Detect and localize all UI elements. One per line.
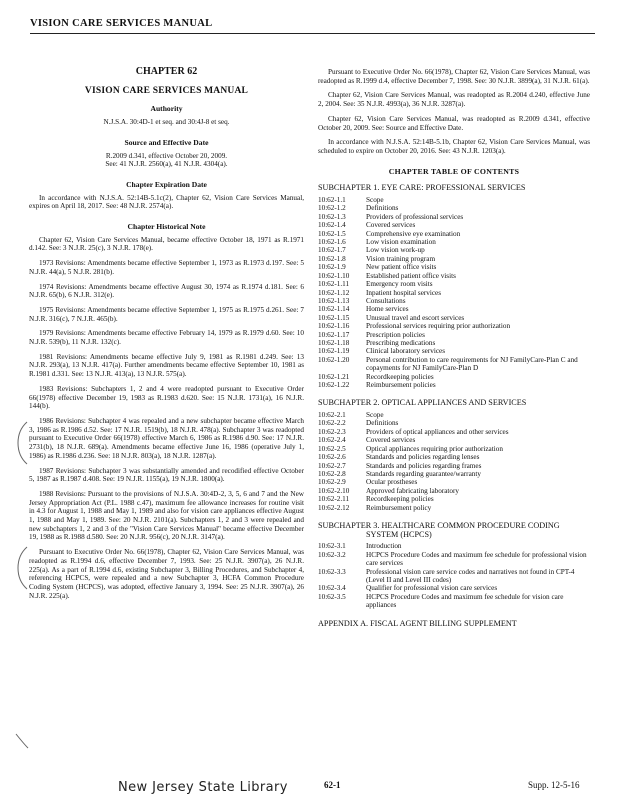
section-number: 10:62-1.10 (318, 271, 350, 280)
toc-entry (318, 314, 590, 322)
section-title: Established patient office visits (366, 271, 456, 280)
toc-entry (318, 381, 590, 389)
toc-entry (318, 419, 590, 427)
section-number: 10:62-3.3 (318, 567, 346, 576)
subchapter-2-heading: SUBCHAPTER 2. OPTICAL APPLIANCES AND SERVICES (318, 398, 527, 408)
section-title: Reimbursement policies (366, 380, 436, 389)
toc-entry (318, 289, 590, 297)
page-number: 62-1 (324, 780, 341, 790)
section-number: 10:62-2.2 (318, 419, 346, 428)
section-number: 10:62-2.5 (318, 444, 346, 453)
section-number: 10:62-2.1 (318, 411, 346, 420)
supplement-date: Supp. 12-5-16 (528, 780, 580, 790)
section-number: 10:62-1.6 (318, 238, 346, 247)
toc-entry (318, 593, 590, 610)
section-number: 10:62-1.2 (318, 204, 346, 213)
toc-entry (318, 305, 590, 313)
section-title: Recordkeeping policies (366, 372, 434, 381)
section-title: Covered services (366, 436, 416, 445)
section-number: 10:62-3.4 (318, 584, 346, 593)
paragraph: 1979 Revisions: Amendments became effective February 14, 1979 as R.1979 d.60. See: 10 N.J.R. 539(b), 11 N.J.R. 132(c). (29, 329, 304, 347)
toc-entry (318, 436, 590, 444)
section-title: Providers of optical appliances and other services (366, 427, 509, 436)
section-title: Qualifier for professional vision care services (366, 584, 498, 593)
section-number: 10:62-2.4 (318, 436, 346, 445)
margin-bracket-mark (14, 420, 30, 466)
section-title: Providers of professional services (366, 212, 464, 221)
toc-entry (318, 272, 590, 280)
toc-entry (318, 478, 590, 486)
section-number: 10:62-2.12 (318, 503, 350, 512)
toc-entry (318, 255, 590, 263)
toc-entry (318, 487, 590, 495)
toc-entry (318, 246, 590, 254)
paragraph: 1988 Revisions: Pursuant to the provisions of N.J.S.A. 30:4D-2, 3, 5, 6 and 7 and the New Jersey Appropriation Act (P.L. 1988 c.47), maximum fee allowance increases for routine visit in 4.3 for August 1, 1988 and May 1, 1989 and also for vision care appliances effective August 1, 1988 and May 1, 1989. See: 20 N.J.R. 2101(a). Subchapters 1, 2 and 3 were repealed and new subchapters 1, 2 and 3 of the "Vision Care Services Manual" became effective December 19, 1988 as R.1988 d.580. See: 20 N.J.R. 956(c), 20 N.J.R. 3147(a). (29, 489, 304, 542)
section-title: Unusual travel and escort services (366, 313, 465, 322)
section-number: 10:62-2.7 (318, 461, 346, 470)
section-title: Home services (366, 305, 409, 314)
toc-entry (318, 411, 590, 419)
paragraph: Pursuant to Executive Order No. 66(1978), Chapter 62, Vision Care Services Manual, was readopted as R.1999 d.4, effective December 7, 1998. See: 30 N.J.R. 3899(a), 31 N.J.R. 61(a). (318, 68, 590, 85)
historical-heading: Chapter Historical Note (127, 222, 206, 232)
toc-entry (318, 445, 590, 453)
section-number: 10:62-1.3 (318, 212, 346, 221)
paragraph: Pursuant to Executive Order No. 66(1978), Chapter 62, Vision Care Services Manual, was readopted as R.1994 d.6, effective December 7, 1993. See: 25 N.J.R. 3907(a), 26 N.J.R. 225(a). As a part of R.1994 d.6, existing Subchapter 3, Billing Procedures, and Subchapter 4, referencing HCPCS, were repealed and a new Subchapter 3, HCFA Common Procedure Coding System (HCPCS), was adopted, effective January 3, 1994. See: 25 N.J.R. 3907(a), 26 N.J.R. 225(a). (29, 548, 304, 600)
section-number: 10:62-1.7 (318, 246, 346, 255)
section-title: Professional services requiring prior authorization (366, 322, 511, 331)
section-number: 10:62-1.1 (318, 196, 346, 205)
paragraph: Chapter 62, Vision Care Services Manual, became effective October 18, 1971 as R.1971 d.142. See: 3 N.J.R. 25(c), 3 N.J.R. 178(e). (29, 235, 304, 253)
expiration-text: In accordance with N.J.S.A. 52:14B-5.1c(2), Chapter 62, Vision Care Services Manual, expires on April 18, 2017. See: 48 N.J.R. 2574(a). (29, 193, 304, 211)
section-title: Standards and policies regarding lenses (366, 453, 480, 462)
chapter-title: VISION CARE SERVICES MANUAL (84, 85, 249, 96)
toc-entry (318, 347, 590, 355)
section-title: Definitions (366, 204, 399, 213)
paragraph: 1983 Revisions: Subchapters 1, 2 and 4 were readopted pursuant to Executive Order 66(1978) effective December 19, 1983 as R.1983 d.620. See: 15 N.J.R. 1731(a), 16 N.J.R. 144(b). (29, 384, 304, 411)
section-title: Personal contribution to care requirements for NJ FamilyCare-Plan C and copayments for NJ FamilyCare-Plan D (366, 355, 578, 373)
toc-entry (318, 196, 590, 204)
paragraph: 1987 Revisions: Subchapter 3 was substantially amended and recodified effective October 5, 1987 as R.1987 d.408. See: 19 N.J.R. 1155(a), 19 N.J.R. 1800(a). (29, 466, 304, 484)
section-number: 10:62-2.11 (318, 495, 350, 504)
library-watermark: New Jersey State Library (118, 780, 288, 795)
toc-entry (318, 263, 590, 271)
appendix-a: APPENDIX A. FISCAL AGENT BILLING SUPPLEMENT (318, 618, 517, 628)
section-title: Standards regarding guarantee/warranty (366, 469, 481, 478)
section-title: Ocular prostheses (366, 478, 418, 487)
section-number: 10:62-1.17 (318, 330, 350, 339)
chapter-number: CHAPTER 62 (135, 66, 198, 77)
source-line-2: See: 41 N.J.R. 2560(a), 41 N.J.R. 4304(a). (105, 160, 228, 169)
toc-entry (318, 470, 590, 478)
section-number: 10:62-2.6 (318, 453, 346, 462)
right-column (318, 68, 590, 631)
toc-entry (318, 551, 590, 568)
toc-entry (318, 322, 590, 330)
section-number: 10:62-1.15 (318, 313, 350, 322)
toc-entry (318, 221, 590, 229)
margin-bracket-mark (14, 730, 30, 750)
section-title: Comprehensive eye examination (366, 229, 461, 238)
subchapter-1-list (318, 196, 590, 389)
section-title: Prescription policies (366, 330, 425, 339)
toc-entry (318, 280, 590, 288)
section-title: Recordkeeping policies (366, 495, 434, 504)
section-title: HCPCS Procedure Codes and maximum fee schedule for professional vision care services (366, 550, 587, 568)
paragraph: 1973 Revisions: Amendments became effective September 1, 1973 as R.1973 d.197. See: 5 N.J.R. 44(a), 5 N.J.R. 281(b). (29, 259, 304, 276)
section-title: Clinical laboratory services (366, 347, 446, 356)
left-column (29, 68, 304, 606)
section-number: 10:62-2.3 (318, 427, 346, 436)
source-heading: Source and Effective Date (124, 137, 209, 147)
running-header: VISION CARE SERVICES MANUAL (30, 18, 595, 34)
toc-entry (318, 504, 590, 512)
toc-entry (318, 356, 590, 373)
readoption-notes (318, 68, 590, 156)
section-number: 10:62-1.12 (318, 288, 350, 297)
section-title: Standards and policies regarding frames (366, 461, 482, 470)
paragraph: Chapter 62, Vision Care Services Manual, was readopted as R.2004 d.240, effective June 2, 2004. See: 35 N.J.R. 4993(a), 36 N.J.R. 3287(a). (318, 91, 590, 109)
section-title: Inpatient hospital services (366, 288, 442, 297)
section-number: 10:62-1.20 (318, 355, 350, 364)
section-number: 10:62-3.2 (318, 550, 346, 559)
historical-notes (29, 236, 304, 601)
section-title: HCPCS Procedure Codes and maximum fee schedule for vision care appliances (366, 592, 564, 610)
toc-entry (318, 462, 590, 470)
subchapter-2-list (318, 411, 590, 512)
subchapter-3-list (318, 542, 590, 609)
section-number: 10:62-1.13 (318, 296, 350, 305)
section-number: 10:62-1.8 (318, 254, 346, 263)
section-title: Covered services (366, 221, 416, 230)
toc-entry (318, 568, 590, 585)
section-title: Vision training program (366, 254, 436, 263)
section-number: 10:62-1.22 (318, 380, 350, 389)
paragraph: 1986 Revisions: Subchapter 4 was repealed and a new subchapter became effective March 3, 1986 as R.1986 d.52. See: 17 N.J.R. 1519(b), 18 N.J.R. 478(a). Subchapter 3 was readopted pursuant to Executive Order 66(1978) effective March 6, 1986 as R.1986 d.90. See: 17 N.J.R. 2731(b), 18 N.J.R. 689(a). Amendments became effective June 16, 1986 (operative July 1, 1986) as R.1986 d.236. See: 18 N.J.R. 803(a), 18 N.J.R. 1287(a). (29, 416, 304, 460)
authority-heading: Authority (150, 104, 183, 114)
section-title: Reimbursement policy (366, 503, 432, 512)
paragraph: 1975 Revisions: Amendments became effective September 1, 1975 as R.1975 d.261. See: 7 N.J.R. 316(c), 7 N.J.R. 465(b). (29, 305, 304, 323)
section-title: Low vision work-up (366, 246, 425, 255)
margin-bracket-mark (14, 545, 30, 591)
section-number: 10:62-2.9 (318, 478, 346, 487)
subchapter-1-heading: SUBCHAPTER 1. EYE CARE: PROFESSIONAL SERVICES (318, 183, 526, 193)
subchapter-3-heading: SUBCHAPTER 3. HEALTHCARE COMMON PROCEDURE CODING SYSTEM (HCPCS) (318, 520, 560, 539)
section-number: 10:62-1.14 (318, 305, 350, 314)
toc-entry (318, 339, 590, 347)
section-number: 10:62-1.4 (318, 221, 346, 230)
section-title: Professional vision care service codes and narratives not found in CPT-4 (Level II and Level III codes) (366, 567, 575, 584)
toc-title: CHAPTER TABLE OF CONTENTS (388, 166, 520, 176)
paragraph: 1974 Revisions: Amendments became effective August 30, 1974 as R.1974 d.181. See: 6 N.J.R. 65(b), 6 N.J.R. 312(e). (29, 282, 304, 300)
section-number: 10:62-1.5 (318, 229, 346, 238)
paragraph: 1981 Revisions: Amendments became effective July 9, 1981 as R.1981 d.249. See: 13 N.J.R. 293(a), 13 N.J.R. 417(a). Further amendments became effective September 10, 1981 as R.1981 d.331. See: 13 N.J.R. 413(a), 13 N.J.R. 575(a). (29, 352, 304, 379)
section-title: Consultations (366, 296, 406, 305)
section-number: 10:62-1.9 (318, 263, 346, 272)
section-title: Scope (366, 411, 384, 420)
paragraph: In accordance with N.J.S.A. 52:14B-5.1b, Chapter 62, Vision Care Services Manual, was scheduled to expire on October 20, 2016. See: 43 N.J.R. 1203(a). (318, 138, 590, 155)
toc-entry (318, 373, 590, 381)
toc-entry (318, 331, 590, 339)
authority-text: N.J.S.A. 30:4D-1 et seq. and 30:4J-8 et seq. (103, 118, 230, 127)
section-number: 10:62-1.16 (318, 322, 350, 331)
section-title: Prescribing medications (366, 338, 436, 347)
section-number: 10:62-3.1 (318, 542, 346, 551)
section-number: 10:62-1.19 (318, 347, 350, 356)
toc-entry (318, 453, 590, 461)
section-title: Emergency room visits (366, 280, 433, 289)
section-title: Low vision examination (366, 238, 436, 247)
section-number: 10:62-3.5 (318, 592, 346, 601)
section-number: 10:62-1.21 (318, 372, 350, 381)
toc-entry (318, 297, 590, 305)
section-number: 10:62-1.18 (318, 338, 350, 347)
toc-entry (318, 428, 590, 436)
section-number: 10:62-2.8 (318, 469, 346, 478)
section-title: Optical appliances requiring prior authorization (366, 444, 503, 453)
toc-entry (318, 204, 590, 212)
section-title: Introduction (366, 542, 402, 551)
toc-entry (318, 238, 590, 246)
section-title: Scope (366, 196, 384, 205)
section-title: New patient office visits (366, 263, 437, 272)
toc-entry (318, 213, 590, 221)
toc-entry (318, 584, 590, 592)
toc-entry (318, 230, 590, 238)
section-number: 10:62-2.10 (318, 486, 350, 495)
section-title: Approved fabricating laboratory (366, 486, 460, 495)
section-number: 10:62-1.11 (318, 280, 350, 289)
source-line-1: R.2009 d.341, effective October 20, 2009. (105, 151, 228, 160)
expiration-heading: Chapter Expiration Date (126, 179, 207, 189)
toc-entry (318, 542, 590, 550)
section-title: Definitions (366, 419, 399, 428)
paragraph: Chapter 62, Vision Care Services Manual, was readopted as R.2009 d.341, effective October 20, 2009. See: Source and Effective Date. (318, 114, 590, 132)
toc-entry (318, 495, 590, 503)
